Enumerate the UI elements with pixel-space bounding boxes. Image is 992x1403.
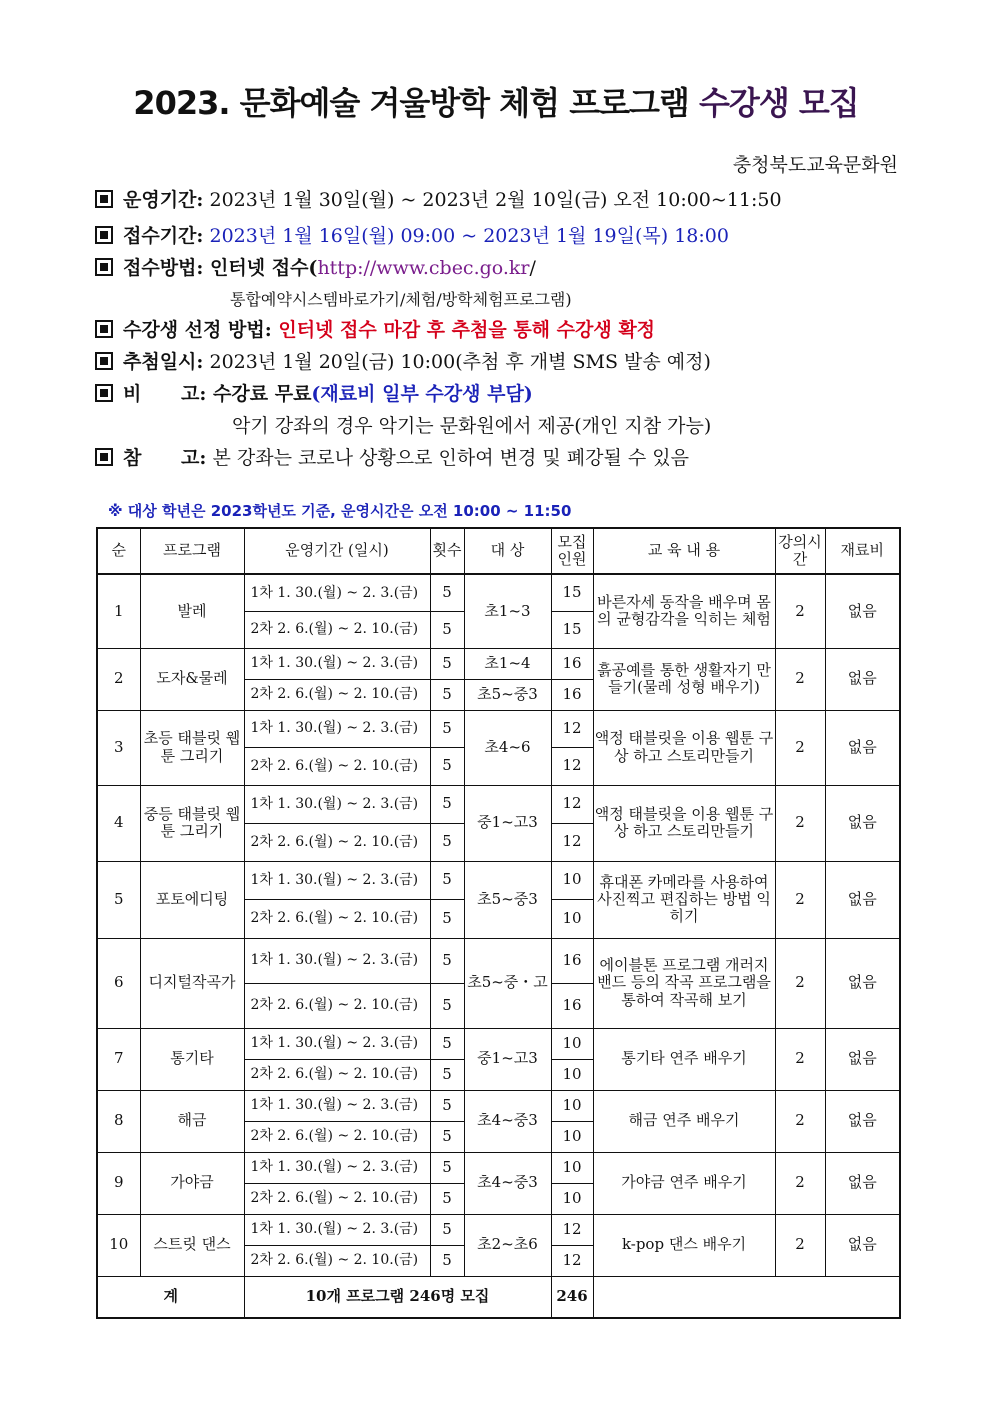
header-no: 순 — [97, 528, 140, 574]
period-cell: 1차 1. 30.(월) ~ 2. 3.(금) — [244, 938, 430, 983]
header-fee: 재료비 — [825, 528, 900, 574]
hours-cell: 2 — [775, 938, 825, 1028]
organization: 충청북도교육문화원 — [732, 154, 898, 176]
capacity-cell: 16 — [551, 679, 593, 710]
hours-cell: 2 — [775, 1090, 825, 1152]
fee-cell: 없음 — [825, 938, 900, 1028]
content-cell: 해금 연주 배우기 — [593, 1090, 775, 1152]
target-cell: 초2~초6 — [464, 1214, 551, 1276]
square-bullet-icon — [95, 320, 113, 338]
sessions-cell: 5 — [430, 938, 464, 983]
period-cell: 2차 2. 6.(월) ~ 2. 10.(금) — [244, 1183, 430, 1214]
target-cell: 초1~4 — [464, 648, 551, 679]
table-row — [97, 1090, 900, 1121]
table-row — [97, 1152, 900, 1183]
hours-cell: 2 — [775, 1214, 825, 1276]
square-bullet-icon — [95, 258, 113, 276]
period-cell: 2차 2. 6.(월) ~ 2. 10.(금) — [244, 899, 430, 938]
content-cell: k-pop 댄스 배우기 — [593, 1214, 775, 1276]
info-period: 운영기간: 2023년 1월 30일(월) ~ 2023년 2월 10일(금) 오전 10:00~11:50 — [95, 185, 782, 212]
sessions-cell: 5 — [430, 1152, 464, 1183]
program-name: 포토에디팅 — [140, 861, 244, 938]
period-cell: 2차 2. 6.(월) ~ 2. 10.(금) — [244, 679, 430, 710]
capacity-cell: 10 — [551, 861, 593, 899]
content-cell: 액정 태블릿을 이용 웹툰 구상 하고 스토리만들기 — [593, 785, 775, 861]
table-row — [97, 1214, 900, 1245]
capacity-cell: 12 — [551, 747, 593, 785]
header-target: 대 상 — [464, 528, 551, 574]
row-number: 8 — [97, 1090, 140, 1152]
header-period: 운영기간 (일시) — [244, 528, 430, 574]
period-cell: 1차 1. 30.(월) ~ 2. 3.(금) — [244, 861, 430, 899]
website-link[interactable]: http://www.cbec.go.kr — [317, 257, 530, 279]
capacity-cell: 10 — [551, 1028, 593, 1059]
capacity-cell: 12 — [551, 785, 593, 823]
period-cell: 1차 1. 30.(월) ~ 2. 3.(금) — [244, 574, 430, 611]
period-cell: 2차 2. 6.(월) ~ 2. 10.(금) — [244, 611, 430, 648]
period-cell: 2차 2. 6.(월) ~ 2. 10.(금) — [244, 1121, 430, 1152]
row-number: 1 — [97, 574, 140, 648]
content-cell: 흙공예를 통한 생활자기 만들기(물레 성형 배우기) — [593, 648, 775, 710]
program-name: 중등 태블릿 웹툰 그리기 — [140, 785, 244, 861]
hours-cell: 2 — [775, 1028, 825, 1090]
hours-cell: 2 — [775, 648, 825, 710]
program-name: 도자&물레 — [140, 648, 244, 710]
sessions-cell: 5 — [430, 1090, 464, 1121]
target-cell: 초4~6 — [464, 710, 551, 785]
table-body — [97, 574, 900, 1276]
table-row — [97, 785, 900, 823]
capacity-cell: 12 — [551, 823, 593, 861]
title-highlight: 수강생 모집 — [699, 84, 859, 122]
info-reference: 참 고: 본 강좌는 코로나 상황으로 인하여 변경 및 폐강될 수 있음 — [95, 443, 689, 470]
sessions-cell: 5 — [430, 747, 464, 785]
content-cell: 통기타 연주 배우기 — [593, 1028, 775, 1090]
square-bullet-icon — [95, 226, 113, 244]
table-row — [97, 1028, 900, 1059]
fee-cell: 없음 — [825, 710, 900, 785]
sessions-cell: 5 — [430, 899, 464, 938]
info-remark-line2: 악기 강좌의 경우 악기는 문화원에서 제공(개인 지참 가능) — [232, 415, 712, 437]
header-program: 프로그램 — [140, 528, 244, 574]
total-row — [97, 1276, 900, 1318]
program-table — [96, 527, 901, 1319]
capacity-cell: 10 — [551, 1152, 593, 1183]
table-row — [97, 861, 900, 899]
capacity-cell: 10 — [551, 1183, 593, 1214]
period-cell: 2차 2. 6.(월) ~ 2. 10.(금) — [244, 1059, 430, 1090]
sessions-cell: 5 — [430, 1121, 464, 1152]
square-bullet-icon — [95, 190, 113, 208]
capacity-cell: 10 — [551, 1121, 593, 1152]
sessions-cell: 5 — [430, 710, 464, 747]
header-capacity: 모집인원 — [551, 528, 593, 574]
row-number: 7 — [97, 1028, 140, 1090]
period-cell: 2차 2. 6.(월) ~ 2. 10.(금) — [244, 983, 430, 1028]
sessions-cell: 5 — [430, 1059, 464, 1090]
total-count: 246 — [551, 1276, 593, 1318]
square-bullet-icon — [95, 352, 113, 370]
capacity-cell: 10 — [551, 1090, 593, 1121]
sessions-cell: 5 — [430, 1245, 464, 1276]
info-remark: 비 고: 수강료 무료(재료비 일부 수강생 부담) — [95, 379, 533, 406]
content-cell: 가야금 연주 배우기 — [593, 1152, 775, 1214]
info-method-path: 통합예약시스템바로가기/체험/방학체험프로그램) — [230, 290, 572, 309]
fee-cell: 없음 — [825, 785, 900, 861]
capacity-cell: 10 — [551, 1059, 593, 1090]
table-row — [97, 574, 900, 611]
capacity-cell: 15 — [551, 574, 593, 611]
capacity-cell: 12 — [551, 710, 593, 747]
total-label: 계 — [97, 1276, 244, 1318]
sessions-cell: 5 — [430, 1214, 464, 1245]
target-cell: 초5~중・고 — [464, 938, 551, 1028]
row-number: 6 — [97, 938, 140, 1028]
row-number: 2 — [97, 648, 140, 710]
sessions-cell: 5 — [430, 983, 464, 1028]
square-bullet-icon — [95, 448, 113, 466]
capacity-cell: 16 — [551, 938, 593, 983]
row-number: 3 — [97, 710, 140, 785]
table-row — [97, 710, 900, 747]
capacity-cell: 16 — [551, 983, 593, 1028]
period-cell: 1차 1. 30.(월) ~ 2. 3.(금) — [244, 1152, 430, 1183]
fee-cell: 없음 — [825, 574, 900, 648]
period-cell: 1차 1. 30.(월) ~ 2. 3.(금) — [244, 785, 430, 823]
content-cell: 휴대폰 카메라를 사용하여 사진찍고 편집하는 방법 익히기 — [593, 861, 775, 938]
target-cell: 중1~고3 — [464, 1028, 551, 1090]
target-cell: 초5~중3 — [464, 861, 551, 938]
capacity-cell: 16 — [551, 648, 593, 679]
capacity-cell: 12 — [551, 1214, 593, 1245]
program-name: 스트릿 댄스 — [140, 1214, 244, 1276]
period-cell: 1차 1. 30.(월) ~ 2. 3.(금) — [244, 710, 430, 747]
header-hours: 강의시간 — [775, 528, 825, 574]
target-cell: 초5~중3 — [464, 679, 551, 710]
sessions-cell: 5 — [430, 611, 464, 648]
period-cell: 1차 1. 30.(월) ~ 2. 3.(금) — [244, 1090, 430, 1121]
hours-cell: 2 — [775, 1152, 825, 1214]
square-bullet-icon — [95, 384, 113, 402]
row-number: 10 — [97, 1214, 140, 1276]
row-number: 9 — [97, 1152, 140, 1214]
hours-cell: 2 — [775, 710, 825, 785]
sessions-cell: 5 — [430, 785, 464, 823]
sessions-cell: 5 — [430, 823, 464, 861]
sessions-cell: 5 — [430, 1028, 464, 1059]
hours-cell: 2 — [775, 785, 825, 861]
row-number: 5 — [97, 861, 140, 938]
fee-cell: 없음 — [825, 1028, 900, 1090]
info-reception: 접수기간: 2023년 1월 16일(월) 09:00 ~ 2023년 1월 19일(목) 18:00 — [95, 221, 729, 248]
program-name: 통기타 — [140, 1028, 244, 1090]
target-cell: 초1~3 — [464, 574, 551, 648]
program-name: 초등 태블릿 웹툰 그리기 — [140, 710, 244, 785]
total-empty — [593, 1276, 900, 1318]
table-row — [97, 938, 900, 983]
hours-cell: 2 — [775, 574, 825, 648]
capacity-cell: 15 — [551, 611, 593, 648]
capacity-cell: 12 — [551, 1245, 593, 1276]
capacity-cell: 10 — [551, 899, 593, 938]
period-cell: 2차 2. 6.(월) ~ 2. 10.(금) — [244, 823, 430, 861]
info-method: 접수방법: 인터넷 접수(http://www.cbec.go.kr/ — [95, 253, 536, 280]
period-cell: 1차 1. 30.(월) ~ 2. 3.(금) — [244, 1214, 430, 1245]
sessions-cell: 5 — [430, 574, 464, 611]
target-cell: 초4~중3 — [464, 1152, 551, 1214]
table-row — [97, 648, 900, 679]
program-name: 발레 — [140, 574, 244, 648]
period-cell: 1차 1. 30.(월) ~ 2. 3.(금) — [244, 1028, 430, 1059]
row-number: 4 — [97, 785, 140, 861]
program-name: 디지털작곡가 — [140, 938, 244, 1028]
content-cell: 액정 태블릿을 이용 웹툰 구상 하고 스토리만들기 — [593, 710, 775, 785]
sessions-cell: 5 — [430, 679, 464, 710]
sessions-cell: 5 — [430, 1183, 464, 1214]
fee-cell: 없음 — [825, 1152, 900, 1214]
hours-cell: 2 — [775, 861, 825, 938]
target-cell: 초4~중3 — [464, 1090, 551, 1152]
content-cell: 에이블톤 프로그램 개러지 밴드 등의 작곡 프로그램을 통하여 작곡해 보기 — [593, 938, 775, 1028]
period-cell: 2차 2. 6.(월) ~ 2. 10.(금) — [244, 747, 430, 785]
info-draw: 추첨일시: 2023년 1월 20일(금) 10:00(추첨 후 개별 SMS 발송 예정) — [95, 347, 711, 374]
header-content: 교 육 내 용 — [593, 528, 775, 574]
period-cell: 1차 1. 30.(월) ~ 2. 3.(금) — [244, 648, 430, 679]
fee-cell: 없음 — [825, 648, 900, 710]
fee-cell: 없음 — [825, 861, 900, 938]
title-main: 2023. 문화예술 겨울방학 체험 프로그램 — [133, 84, 699, 122]
fee-cell: 없음 — [825, 1214, 900, 1276]
period-cell: 2차 2. 6.(월) ~ 2. 10.(금) — [244, 1245, 430, 1276]
content-cell: 바른자세 동작을 배우며 몸의 균형감각을 익히는 체험 — [593, 574, 775, 648]
table-note: ※ 대상 학년은 2023학년도 기준, 운영시간은 오전 10:00 ~ 11:50 — [108, 502, 572, 520]
sessions-cell: 5 — [430, 861, 464, 899]
info-selection: 수강생 선정 방법: 인터넷 접수 마감 후 추첨을 통해 수강생 확정 — [95, 315, 655, 342]
sessions-cell: 5 — [430, 648, 464, 679]
total-summary: 10개 프로그램 246명 모집 — [244, 1276, 551, 1318]
header-sessions: 횟수 — [430, 528, 464, 574]
target-cell: 중1~고3 — [464, 785, 551, 861]
program-name: 해금 — [140, 1090, 244, 1152]
page-title — [0, 78, 992, 124]
program-name: 가야금 — [140, 1152, 244, 1214]
fee-cell: 없음 — [825, 1090, 900, 1152]
table-header-row — [97, 528, 900, 574]
